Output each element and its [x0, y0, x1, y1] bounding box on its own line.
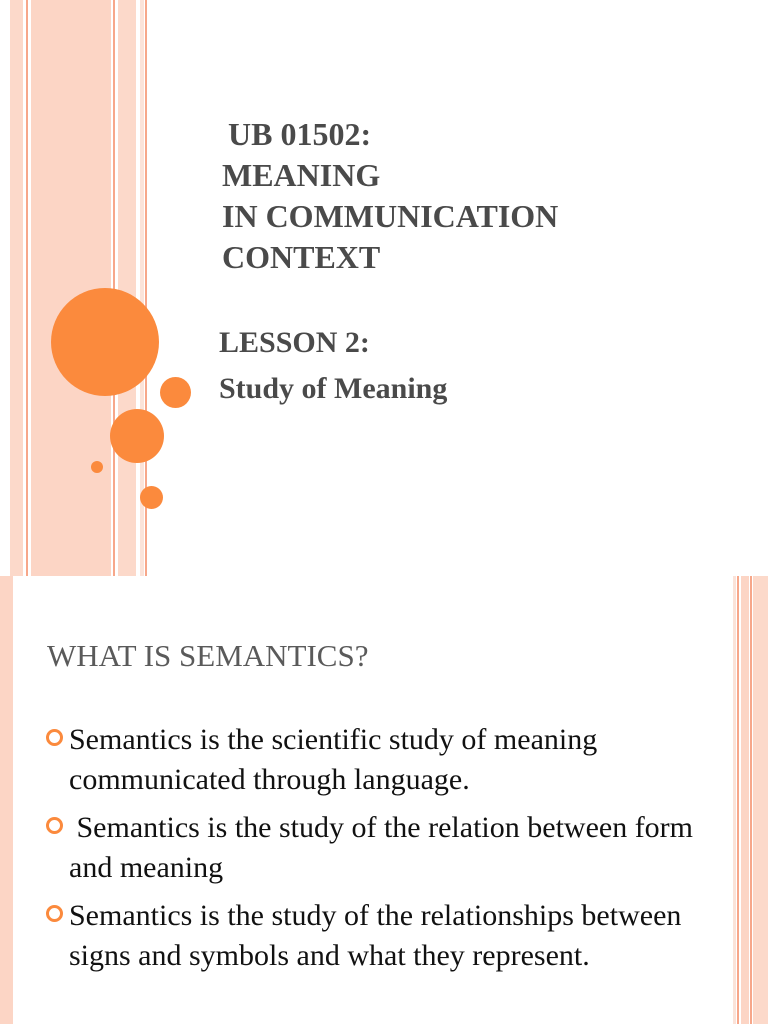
lesson-subtitle: [219, 320, 447, 412]
course-title-line: CONTEXT: [222, 239, 381, 275]
hollow-circle-icon: [46, 817, 63, 834]
bullet-text: Semantics is the scientific study of meaning communicated through language.: [69, 723, 598, 796]
list-item: [46, 720, 726, 800]
medium-circle-decoration: [110, 409, 164, 463]
decorative-stripe: [26, 0, 28, 576]
course-code: UB 01502:: [228, 116, 372, 152]
decorative-stripe: [118, 0, 136, 576]
decorative-stripe: [753, 576, 768, 1024]
content-slide: [0, 576, 768, 1024]
list-item: [46, 808, 726, 888]
decorative-stripe: [750, 576, 752, 1024]
hollow-circle-icon: [46, 729, 63, 746]
course-title: [222, 114, 558, 278]
hollow-circle-icon: [46, 905, 63, 922]
decorative-stripe: [10, 0, 23, 576]
bullet-text: Semantics is the study of the relation between form and meaning: [69, 811, 701, 884]
decorative-stripe: [737, 576, 739, 1024]
bullet-text: Semantics is the study of the relationships between signs and symbols and what they represent.: [69, 899, 682, 972]
course-title-line: MEANING: [222, 157, 381, 193]
course-title-line: IN COMMUNICATION: [222, 198, 559, 234]
bullet-list: [46, 720, 726, 984]
decorative-stripe: [733, 576, 736, 1024]
tiny-circle-decoration: [91, 461, 103, 473]
slide-heading: WHAT IS SEMANTICS?: [47, 638, 369, 673]
small-circle-decoration: [140, 486, 163, 509]
list-item: [46, 896, 726, 976]
lesson-label: LESSON 2:: [219, 326, 370, 359]
decorative-stripe: [0, 576, 13, 1024]
small-circle-decoration: [160, 377, 191, 408]
large-circle-decoration: [51, 288, 159, 396]
lesson-title: Study of Meaning: [219, 372, 448, 405]
decorative-stripe: [741, 576, 749, 1024]
